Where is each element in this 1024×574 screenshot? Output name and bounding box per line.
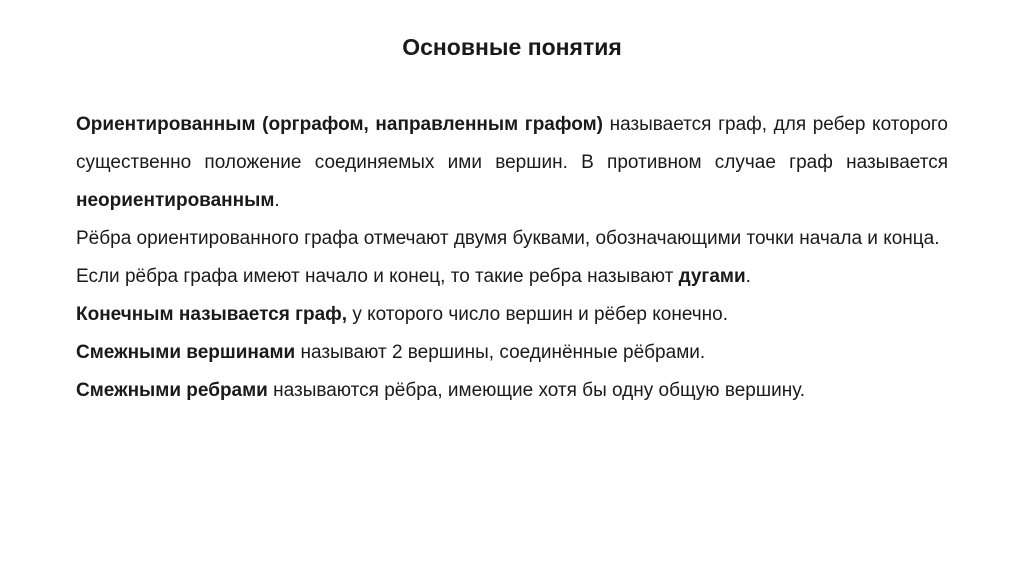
paragraph-finite-graph <box>76 296 948 334</box>
paragraph-adjacent-edges <box>76 372 948 410</box>
term-arcs: дугами <box>678 266 746 287</box>
paragraph-adjacent-vertices <box>76 334 948 372</box>
definition-text: называется граф, для ребер которого существенно положение соединяемых ими вершин. В противном случае граф называется <box>76 114 948 173</box>
arcs-text: Если рёбра графа имеют начало и конец, то такие ребра называют <box>76 266 679 287</box>
term-adjacent-vertices: Смежными вершинами <box>76 342 296 363</box>
term-finite-graph: Конечным называется граф, <box>76 304 348 325</box>
punctuation: . <box>745 266 751 287</box>
paragraph-directed-graph-definition <box>76 106 948 220</box>
term-directed-graph: Ориентированным (орграфом, направленным графом) <box>76 114 603 135</box>
slide-content <box>76 106 948 410</box>
slide-title: Основные понятия <box>402 34 622 60</box>
paragraph-edge-notation <box>76 220 948 258</box>
term-adjacent-edges: Смежными ребрами <box>76 380 268 401</box>
finite-graph-text: у которого число вершин и рёбер конечно. <box>347 304 729 325</box>
adjacent-vertices-text: называют 2 вершины, соединённые рёбрами. <box>295 342 706 363</box>
edge-notation-text: Рёбра ориентированного графа отмечают двумя буквами, обозначающими точки начала и конца. <box>76 228 940 249</box>
adjacent-edges-text: называются рёбра, имеющие хотя бы одну общую вершину. <box>267 380 806 401</box>
paragraph-arcs <box>76 258 948 296</box>
term-undirected: неориентированным <box>76 190 275 211</box>
punctuation: . <box>274 190 280 211</box>
